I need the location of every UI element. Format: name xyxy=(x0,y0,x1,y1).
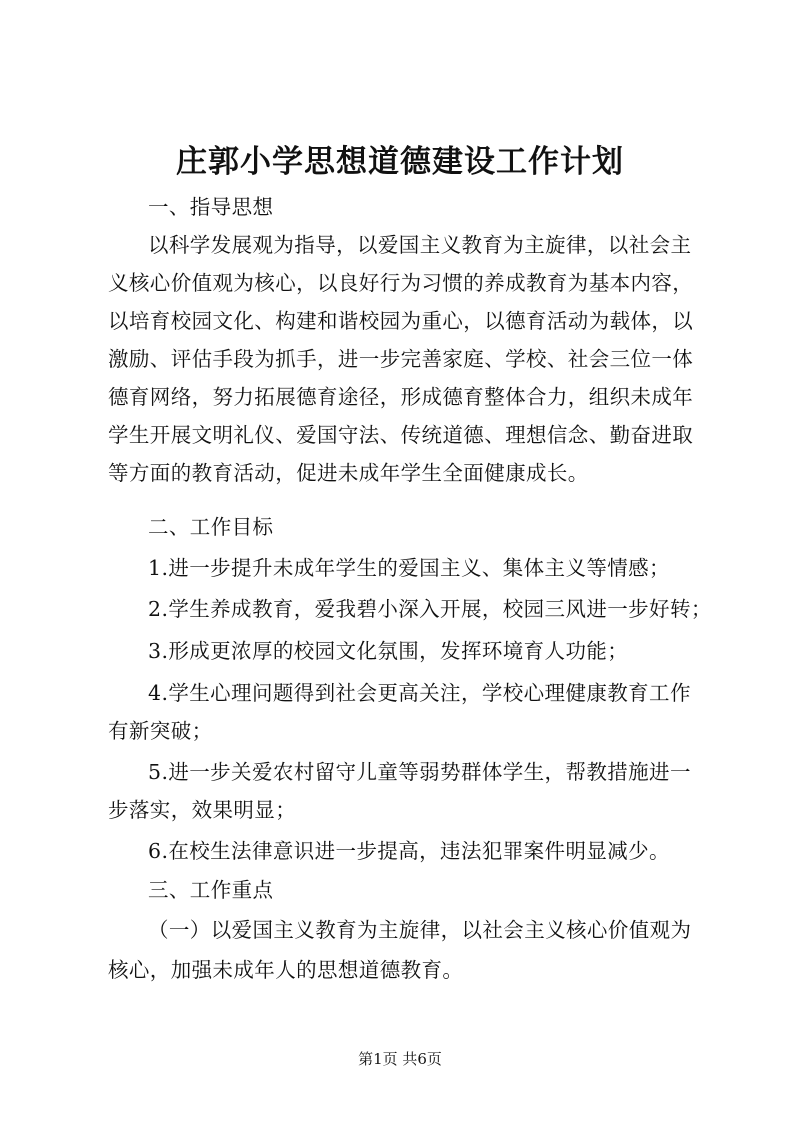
document-title: 庄郭小学思想道德建设工作计划 xyxy=(176,144,624,180)
goal-item-5-continued: 步落实，效果明显； xyxy=(108,798,297,822)
paragraph-line: 以培育校园文化、构建和谐校园为重心，以德育活动为载体，以 xyxy=(108,309,694,333)
paragraph-line: 德育网络，努力拓展德育途径，形成德育整体合力，组织未成年 xyxy=(108,385,694,409)
goal-item-2: 2.学生养成教育，爱我碧小深入开展，校园三风进一步好转； xyxy=(148,597,712,621)
paragraph-line: 等方面的教育活动，促进未成年学生全面健康成长。 xyxy=(108,461,589,485)
goal-item-5: 5.进一步关爱农村留守儿童等弱势群体学生，帮教措施进一 xyxy=(148,760,691,784)
paragraph-line: 义核心价值观为核心，以良好行为习惯的养成教育为基本内容， xyxy=(108,271,694,295)
paragraph-line: 核心，加强未成年人的思想道德教育。 xyxy=(108,958,464,982)
paragraph-line: 以科学发展观为指导，以爱国主义教育为主旋律，以社会主 xyxy=(148,233,692,257)
paragraph-line: 激励、评估手段为抓手，进一步完善家庭、学校、社会三位一体 xyxy=(108,347,694,371)
goal-item-4-continued: 有新突破； xyxy=(108,719,213,743)
paragraph-line: 学生开展文明礼仪、爱国守法、传统道德、理想信念、勤奋进取 xyxy=(108,423,694,447)
section-heading-2: 二、工作目标 xyxy=(148,515,274,539)
goal-item-3: 3.形成更浓厚的校园文化氛围，发挥环境育人功能； xyxy=(148,639,629,663)
paragraph-line: （一）以爱国主义教育为主旋律，以社会主义核心价值观为 xyxy=(148,918,692,942)
page-footer: 第1页 共6页 xyxy=(358,1050,442,1068)
section-heading-3: 三、工作重点 xyxy=(148,878,274,902)
goal-item-1: 1.进一步提升未成年学生的爱国主义、集体主义等情感； xyxy=(148,556,670,580)
goal-item-4: 4.学生心理问题得到社会更高关注，学校心理健康教育工作 xyxy=(148,681,691,705)
goal-item-6: 6.在校生法律意识进一步提高，违法犯罪案件明显减少。 xyxy=(148,839,670,863)
section-heading-1: 一、指导思想 xyxy=(148,195,274,219)
